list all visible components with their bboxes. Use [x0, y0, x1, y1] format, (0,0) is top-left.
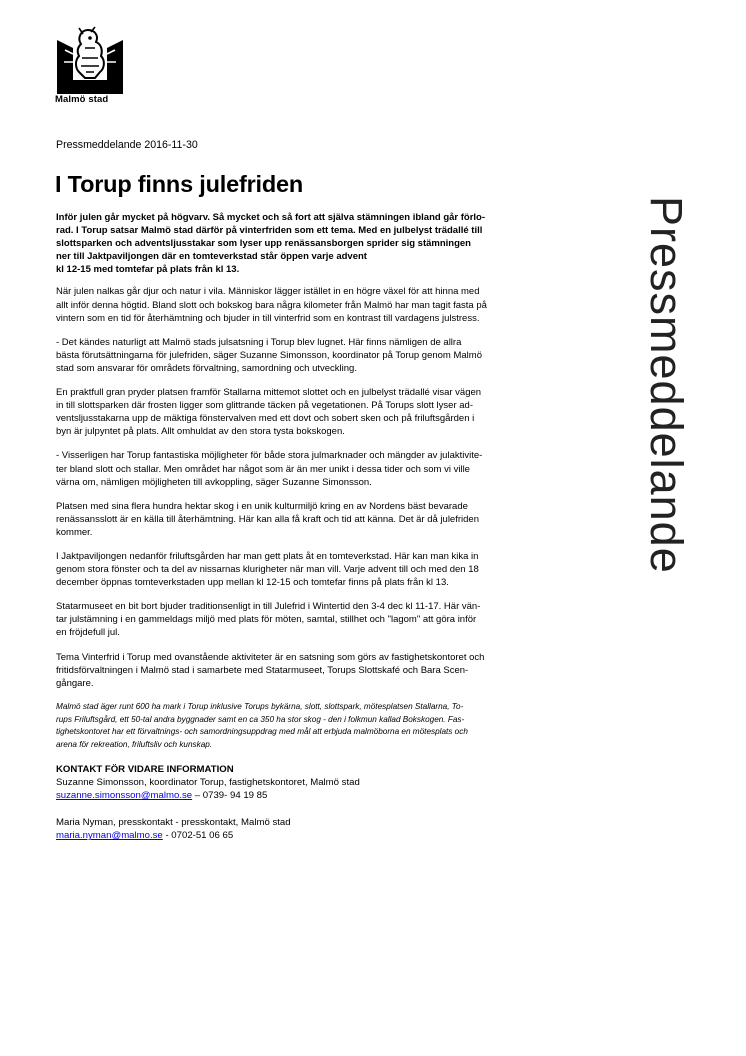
lead-line: Inför julen går mycket på högvarv. Så mycket och så fort att själva stämningen ibland går förlo- [56, 212, 486, 223]
body-paragraph [56, 449, 576, 488]
background-note [56, 701, 576, 752]
text-line: ter bland slott och stallar. Men området har något som är än mer unikt i dessa tider och som vi ville [56, 463, 470, 475]
text-line: allt inför denna högtid. Bland slott och bokskog bara några kilometer från Malmö har man tagit fasta på [56, 299, 487, 311]
body-paragraph [56, 600, 576, 639]
text-line: tar julstämning i en gammeldags miljö med plats för möten, samtal, stillhet och "lagom" att göra inför [56, 614, 477, 626]
note-line: rups Friluftsgård, ett 50-tal andra byggnader samt en ca 350 ha stor skog - den i folkmun kallad Bokskogen. Fas- [56, 714, 465, 724]
text-line: I Jaktpaviljongen nedanför friluftsgården har man gett plats åt en tomteverkstad. Här kan man kika in [56, 550, 479, 562]
contact-details [56, 829, 576, 842]
body-paragraph [56, 651, 576, 690]
lead-paragraph [56, 211, 576, 276]
text-line: bästa förutsättningarna för julefriden, säger Suzanne Simonsson, koordinator på Torup genom Malmö [56, 349, 482, 361]
text-line: fritidsförvaltningen i Malmö stad i samarbete med Statarmuseet, Torups Slottskafé och Bara Scen- [56, 664, 469, 676]
text-line: Statarmuseet en bit bort bjuder traditionsenligt in till Julefrid i Wintertid den 3-4 dec kl 11-17. Här vän- [56, 601, 481, 613]
text-line: Platsen med sina flera hundra hektar skog i en unik kulturmiljö kring en av Nordens bäst bevarade [56, 500, 468, 512]
note-line: Malmö stad äger runt 600 ha mark i Torup inklusive Torups bykärna, slott, slottspark, mötesplatsen Stallarna, To- [56, 701, 464, 711]
contact-phone: - 0702-51 06 65 [162, 830, 234, 842]
text-line: ventsljusstakarna upp de mäktiga fönstervalven med ett dovt och sobert sken och på friluftsgården i [56, 413, 475, 425]
text-line: in till slottsparken där frosten ligger som glittrande täcken på vegetationen. På Torups slott lyser ad- [56, 400, 473, 412]
note-line: tighetskontoret har ett förvaltnings- och samordningsuppdrag med mål att erbjuda malmöborna en mötesplats och [56, 727, 468, 737]
text-line: - Visserligen har Torup fantastiska möjligheter för både stora julmarknader och mängder av julaktivite- [56, 450, 483, 462]
press-release-body [56, 211, 576, 856]
sidebar-label: Pressmeddelande [641, 196, 692, 574]
text-line: När julen nalkas går djur och natur i vila. Människor lägger istället in en högre växel för att hinna med [56, 286, 480, 298]
contact-section [56, 763, 576, 842]
contact-email-link[interactable]: suzanne.simonsson@malmo.se [56, 790, 193, 802]
contact-heading: KONTAKT FÖR VIDARE INFORMATION [56, 764, 234, 775]
body-paragraph [56, 386, 576, 438]
body-paragraph [56, 550, 576, 589]
contact-email-link[interactable]: maria.nyman@malmo.se [56, 830, 163, 842]
text-line: gångare. [56, 677, 94, 689]
logo-text: Malmö stad [55, 94, 109, 105]
body-paragraph [56, 336, 576, 375]
text-line: genom stora fönster och ta del av nissarnas klurigheter när man vill. Varje advent till och med den 18 [56, 564, 479, 576]
contact-person [56, 776, 576, 802]
contact-name-line: Maria Nyman, presskontakt - presskontakt, Malmö stad [56, 817, 291, 829]
text-line: byn är julpyntet på plats. Allt omhuldat av den stora tysta bokskogen. [56, 426, 345, 438]
document-date: Pressmeddelande 2016-11-30 [56, 139, 198, 151]
text-line: - Det kändes naturligt att Malmö stads julsatsning i Torup blev lugnet. Här finns nämligen de allra [56, 336, 462, 348]
text-line: stad som ansvarar för områdets förvaltning, samordning och utveckling. [56, 362, 357, 374]
text-line: vintern som en tid för återhämtning och bjuder in till vinterfrid som en kontrast till vardagens julstress. [56, 312, 480, 324]
text-line: en fröjdefull jul. [56, 627, 120, 639]
body-paragraph [56, 500, 576, 539]
lead-line: slottsparken och adventsljusstakar som lyser upp renässansborgen sprider sig stämningen [56, 238, 471, 250]
text-line: En praktfull gran pryder platsen framför Stallarna mittemot slottet och en julbelyst trädallé visar vägen [56, 387, 482, 399]
lead-line: ner till Jaktpaviljongen där en tomteverkstad står öppen varje advent [56, 251, 367, 263]
text-line: värna om, nämligen möjligheten till avkoppling, säger Suzanne Simonsson. [56, 476, 372, 488]
sidebar-document-type [642, 196, 692, 646]
note-line: arena för rekreation, friluftsliv och kunskap. [56, 740, 213, 750]
text-line: kommer. [56, 526, 93, 538]
page-title: I Torup finns julefriden [55, 171, 304, 197]
contact-name-line: Suzanne Simonsson, koordinator Torup, fastighetskontoret, Malmö stad [56, 777, 360, 789]
text-line: renässansslott är en källa till återhämtning. Här kan alla få kraft och tid att känna. Det är då julefriden [56, 513, 479, 525]
lead-line: kl 12-15 med tomtefar på plats från kl 13. [56, 264, 240, 276]
contact-details [56, 789, 576, 802]
malmo-griffin-crest-icon [55, 26, 125, 96]
contact-person [56, 816, 576, 842]
lead-line: rad. I Torup satsar Malmö stad därför på vinterfriden som ett tema. Med en julbelyst trädallé till [56, 225, 483, 237]
contact-phone: – 0739- 94 19 85 [192, 790, 268, 802]
body-paragraph [56, 285, 576, 324]
text-line: december öppnas tomteverkstaden upp mellan kl 12-15 och tomtefar finns på plats från kl 13. [56, 577, 449, 589]
text-line: Tema Vinterfrid i Torup med ovanstående aktiviteter är en satsning som görs av fastighetskontoret och [56, 651, 485, 663]
